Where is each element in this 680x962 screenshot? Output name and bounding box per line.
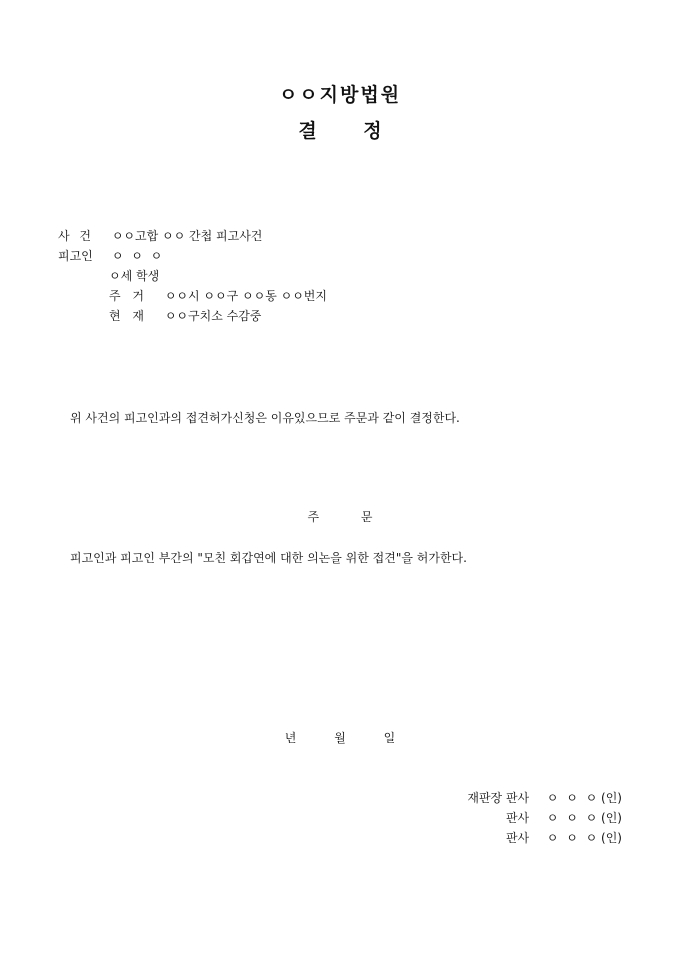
signature-name: ㅇ ㅇ ㅇ <box>546 811 598 825</box>
order-text: 피고인과 피고인 부간의 "모친 회갑연에 대한 의논을 위한 접견"을 허가한다. <box>70 551 467 565</box>
order-heading: 주 문 <box>307 510 373 524</box>
reason-paragraph: 위 사건의 피고인과의 접견허가신청은 이유있으므로 주문과 같이 결정한다. <box>70 411 460 425</box>
signature-seal: (인) <box>601 811 622 825</box>
document-title: 결 정 <box>298 120 382 142</box>
signature-row-chief <box>467 789 622 806</box>
residence-row <box>109 287 327 304</box>
signature-role: 판사 <box>505 811 530 825</box>
signature-row-judge-2 <box>506 829 622 846</box>
case-value: ㅇㅇ고합 ㅇㅇ 간첩 피고사건 <box>111 229 263 243</box>
case-label: 사 건 <box>58 229 91 243</box>
residence-value: ㅇㅇ시 ㅇㅇ구 ㅇㅇ동 ㅇㅇ번지 <box>164 289 327 303</box>
current-value: ㅇㅇ구치소 수감중 <box>164 309 262 323</box>
signature-row-judge-1 <box>506 809 622 826</box>
signature-name: ㅇ ㅇ ㅇ <box>546 791 598 805</box>
defendant-row <box>58 247 162 264</box>
defendant-label: 피고인 <box>58 249 93 263</box>
signature-role: 판사 <box>505 831 530 845</box>
signature-seal: (인) <box>601 831 622 845</box>
current-label: 현 재 <box>109 309 144 323</box>
date-line: 년 월 일 <box>284 731 396 745</box>
signature-seal: (인) <box>601 791 622 805</box>
defendant-age: ㅇ세 학생 <box>109 269 160 283</box>
case-row <box>58 227 262 244</box>
court-name: ㅇㅇ지방법원 <box>278 84 402 106</box>
signature-name: ㅇ ㅇ ㅇ <box>546 831 598 845</box>
residence-label: 주 거 <box>109 289 144 303</box>
defendant-name: ㅇ ㅇ ㅇ <box>111 249 163 263</box>
signature-role: 재판장 판사 <box>467 791 530 805</box>
current-row <box>109 307 261 324</box>
